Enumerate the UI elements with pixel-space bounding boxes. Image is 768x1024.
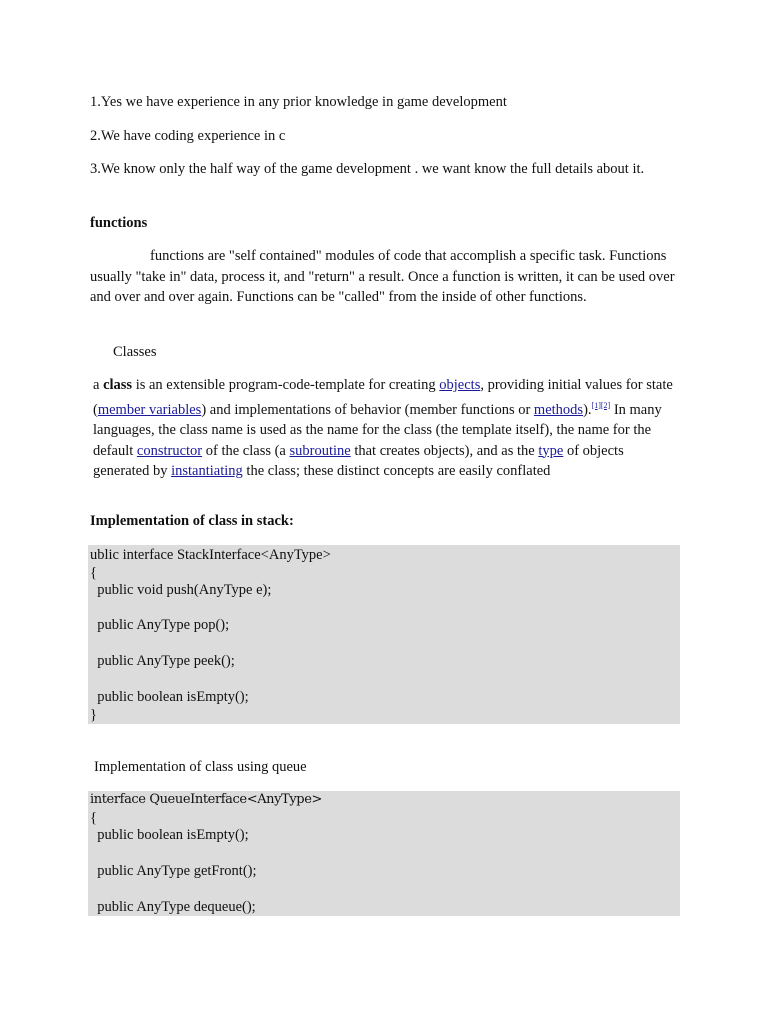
instantiating-link[interactable]: instantiating bbox=[171, 463, 243, 479]
answer-line-2: 2.We have coding experience in c bbox=[90, 128, 286, 144]
classes-heading: Classes bbox=[113, 344, 157, 360]
code-line: public boolean isEmpty(); bbox=[90, 827, 249, 843]
code-line: { bbox=[90, 810, 97, 826]
answer-line-1: 1.Yes we have experience in any prior knowledge in game development bbox=[90, 94, 507, 110]
classes-text: of the class (a bbox=[202, 442, 290, 459]
functions-heading: functions bbox=[90, 215, 148, 231]
code-line: public boolean isEmpty(); bbox=[90, 689, 249, 705]
classes-text: ). bbox=[583, 401, 592, 418]
code-line: public AnyType getFront(); bbox=[90, 863, 257, 879]
class-term: class bbox=[103, 377, 133, 393]
queue-code-block bbox=[88, 791, 680, 916]
code-line: } bbox=[90, 707, 97, 723]
classes-text: of objects generated by bbox=[93, 442, 624, 479]
classes-paragraph bbox=[93, 375, 680, 482]
subroutine-link[interactable]: subroutine bbox=[289, 442, 351, 459]
answer-line-3: 3.We know only the half way of the game development . we want know the full details about it. bbox=[90, 161, 645, 177]
methods-link[interactable]: methods bbox=[533, 401, 584, 418]
citation-1-link[interactable]: [1] bbox=[591, 400, 601, 410]
classes-text: the class; these distinct concepts are easily conflated bbox=[242, 463, 551, 479]
code-line: interface QueueInterface<AnyType> bbox=[90, 792, 323, 807]
code-line: public void push(AnyType e); bbox=[90, 582, 272, 598]
type-link[interactable]: type bbox=[538, 442, 564, 459]
code-line: public AnyType peek(); bbox=[90, 653, 235, 669]
classes-text: , providing initial values for state ( bbox=[93, 377, 673, 418]
code-line: ublic interface StackInterface<AnyType> bbox=[90, 547, 331, 563]
code-line: { bbox=[90, 565, 97, 581]
classes-text: ) and implementations of behavior (member functions or bbox=[201, 401, 534, 418]
classes-text: In many languages, the class name is used as the name for the class (the template itself), the name for the default bbox=[93, 401, 662, 459]
member-variables-link[interactable]: member variables bbox=[97, 401, 202, 418]
classes-text: that creates objects), and as the bbox=[350, 442, 539, 459]
code-line: public AnyType dequeue(); bbox=[90, 899, 256, 915]
stack-code-block bbox=[88, 545, 680, 724]
functions-paragraph: functions are "self contained" modules of code that accomplish a specific task. Functions usually "take in" data, process it, and "return" a result. Once a function is written, it can be used over and over and over again. Functions can be "called" from the inside of other functions. bbox=[90, 248, 675, 305]
stack-heading: Implementation of class in stack: bbox=[90, 513, 294, 529]
code-line: public AnyType pop(); bbox=[90, 617, 230, 633]
citation-2-link[interactable]: [2] bbox=[600, 400, 611, 410]
classes-text: is an extensible program-code-template for creating bbox=[132, 377, 440, 393]
classes-text: a bbox=[93, 377, 104, 393]
queue-heading: Implementation of class using queue bbox=[94, 759, 307, 775]
objects-link[interactable]: objects bbox=[439, 377, 481, 393]
constructor-link[interactable]: constructor bbox=[136, 442, 203, 459]
